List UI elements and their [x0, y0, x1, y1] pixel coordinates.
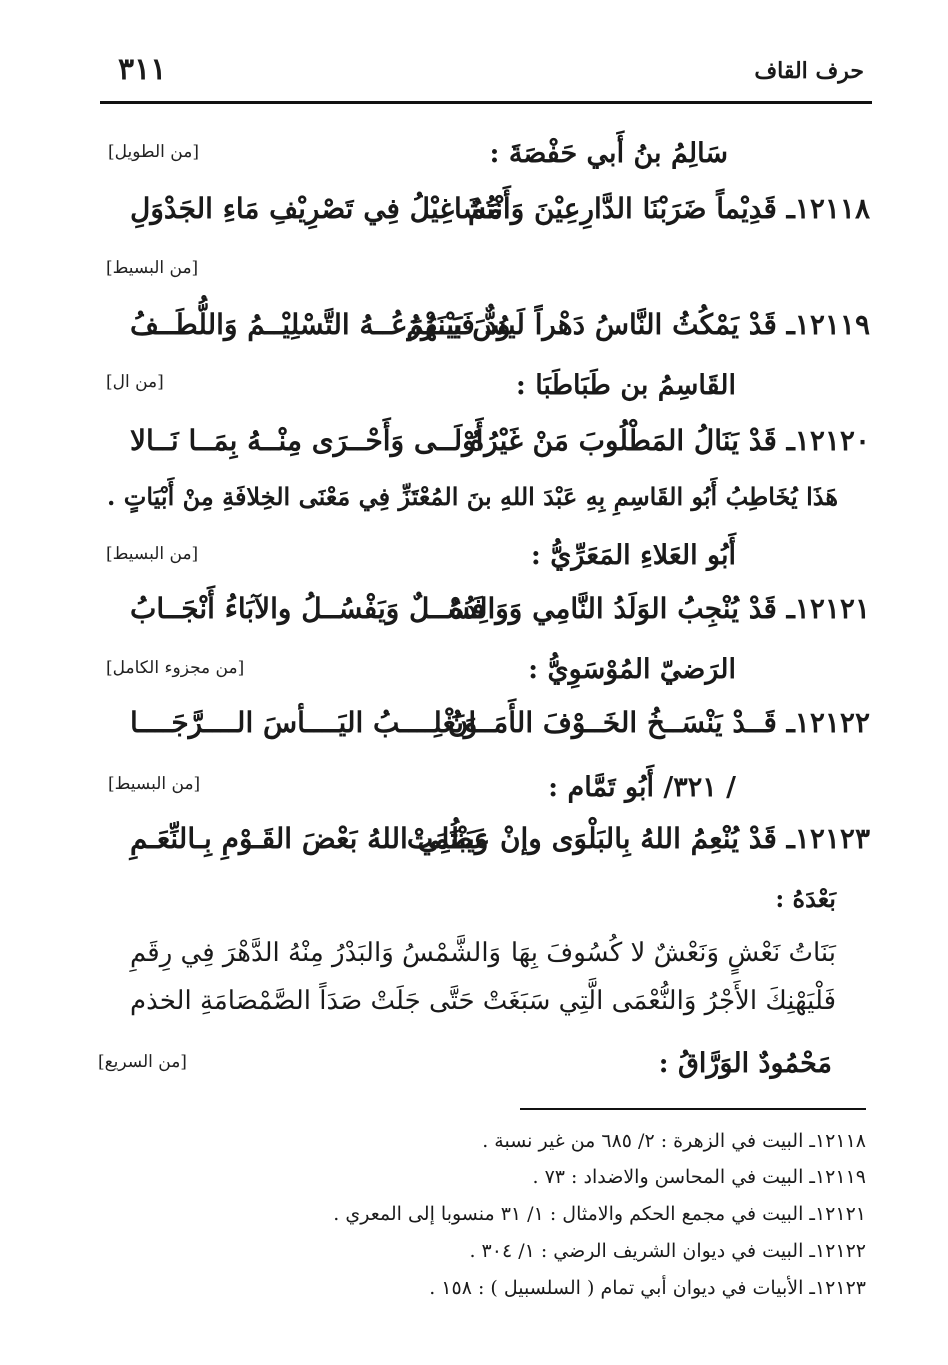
meter-label-warraq: [من السريع] [98, 1052, 187, 1072]
footnote-12119: ١٢١١٩ـ البيت في المحاسن والاضداد : ٧٣ . [532, 1166, 866, 1188]
page-number: ٣١١ [118, 52, 167, 87]
poet-name-maarri: أَبُو العَلاءِ المَعَرِّيُّ : [530, 540, 736, 571]
verse-12123-second-hemistich: وَيَبْتَلِي اللهُ بَعْضَ القَـوْمِ بِـالنِّعَـمِ [130, 822, 489, 855]
footnote-12121: ١٢١٢١ـ البيت في مجمع الحكم والامثال : ١/ ٣١ منسوبا إلى المعري . [333, 1203, 866, 1225]
poet-name-qasim: القَاسِمُ بن طَبَاطَبَا : [515, 370, 736, 401]
meter-label-qasim: [من ال] [106, 372, 164, 392]
poet-name-salim: سَالِمُ بنُ أَبي حَفْصَةَ : [489, 138, 728, 169]
verse-12122-first-hemistich: ١٢١٢٢ـ قَــدْ يَنْسَــخُ الخَــوْفَ الأَمَــانُ [447, 706, 870, 739]
meter-label-abutammam: [من البسيط] [108, 774, 201, 794]
meter-label-12119: [من البسيط] [106, 258, 199, 278]
commentary-12120: هَذَا يُخَاطِبُ أَبُو القَاسِمِ بِهِ عَبْدَ اللهِ بنَ المُعْتَزِّ فِي مَعْنَى الخِلافَةِ مِنْ أَبْيَاتٍ . [107, 482, 838, 511]
verse-12121-first-hemistich: ١٢١٢١ـ قَدْ يُنْجِبُ الوَلَدُ النَّامِي وَوَالِدُهُ [449, 592, 870, 625]
footnote-12118: ١٢١١٨ـ البيت في الزهرة : ٢/ ٦٨٥ من غير نسبة . [482, 1130, 866, 1152]
verse-12123-first-hemistich: ١٢١٢٣ـ قَدْ يُنْعِمُ اللهُ بِالبَلْوَى وإنْ عَظُمَتْ [406, 822, 870, 855]
poet-name-abutammam: / ٣٢١/ أَبُو تَمَّام : [548, 772, 736, 803]
following-verse-1-second-hemistich: وَالشَّمْسُ وَالبَدْرُ مِنْهُ الدَّهْرَ فِي رِقَمِ [130, 938, 502, 968]
verse-12121-second-hemistich: فَسْــلٌ وَيَفْسُــلُ والآبَاءُ أَنْجَــابُ [130, 592, 485, 625]
chapter-title: حرف القاف [754, 58, 864, 84]
meter-label-maarri: [من البسيط] [106, 544, 199, 564]
verse-12119-second-hemistich: وُدٌّ فَيَــزْرَعُــهُ التَّسْلِيْــمُ وَاللُّطَــفُ [130, 308, 511, 341]
verse-12118-first-hemistich: ١٢١١٨ـ قَدِيْماً ضَرَبْنَا الدَّارِعِيْنَ وَأَنْتُمُ [468, 192, 870, 225]
after-label: بَعْدَهُ : [775, 884, 836, 913]
following-verse-2-first-hemistich: فَلْيَهْنِكَ الأَجْرُ وَالنُّعْمَى الَّتِي سَبَغَتْ [482, 986, 836, 1016]
verse-12119-first-hemistich: ١٢١١٩ـ قَدْ يَمْكُثُ النَّاسُ دَهْراً لَيسَ بَيْنَهُمُ [406, 308, 870, 341]
verse-12120-second-hemistich: أَوْلَــى وَأَحْــرَى مِنْــهُ بِمَــا نَــالا [130, 424, 484, 457]
following-verse-2-second-hemistich: حَتَّى جَلَتْ صَدَاً الصَّمْصَامَةِ الخذم [130, 986, 475, 1016]
footnote-12123: ١٢١٢٣ـ الأبيات في ديوان أبي تمام ( السلسبيل ) : ١٥٨ . [429, 1277, 866, 1299]
meter-label-salim: [من الطويل] [108, 142, 199, 162]
verse-12122-second-hemistich: وَيَغْلِــــبُ اليَــــأسَ الــــرَّجَــــا [130, 706, 478, 739]
header-rule [100, 101, 872, 104]
meter-label-radi: [من مجزوء الكامل] [106, 658, 245, 678]
footnote-12122: ١٢١٢٢ـ البيت في ديوان الشريف الرضي : ١/ ٣٠٤ . [469, 1240, 866, 1262]
following-verse-1-first-hemistich: بَنَاتُ نَعْشٍ وَنَعْشٌ لا كُسُوفَ بِهَا [510, 938, 836, 968]
poet-name-warraq: مَحْمُودٌ الوَرَّاقُ : [658, 1048, 832, 1079]
verse-12120-first-hemistich: ١٢١٢٠ـ قَدْ يَنَالُ المَطْلُوبَ مَنْ غَيْرُهُ [469, 424, 870, 457]
footnote-separator [520, 1108, 866, 1110]
verse-12118-second-hemistich: مَشَاغِيْلُ فِي تَصْرِيْفِ مَاءِ الجَدْوَلِ [130, 192, 503, 225]
poet-name-radi: الرَضيّ المُوْسَوِيُّ : [528, 654, 736, 685]
